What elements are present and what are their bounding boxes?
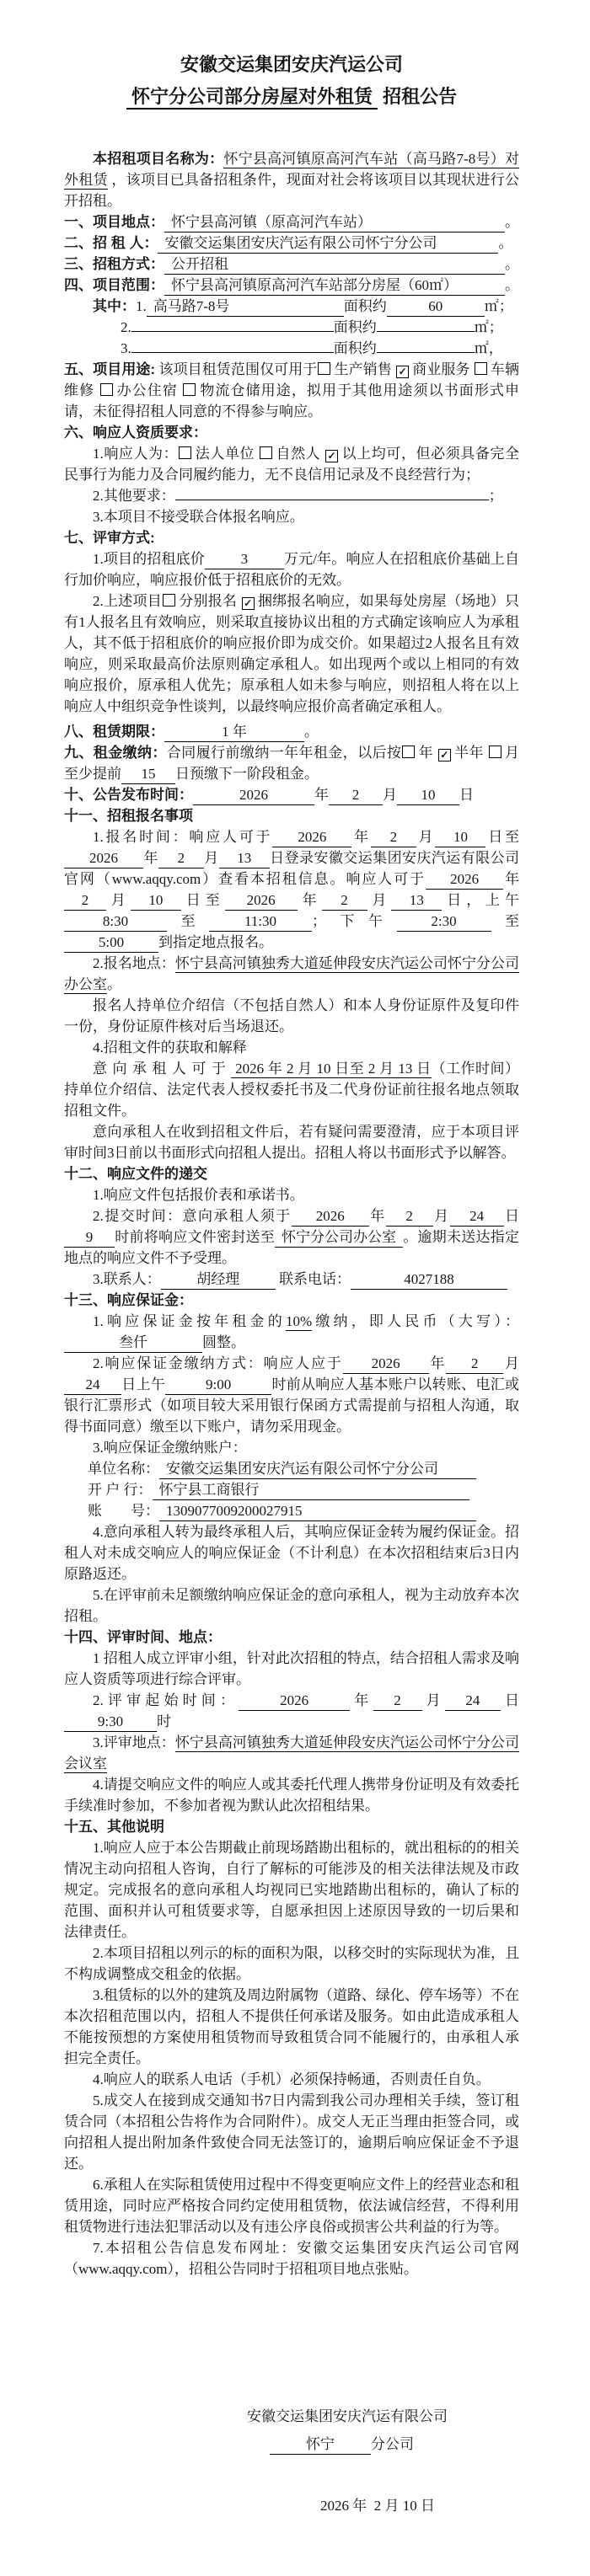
text-run: 四、项目范围： xyxy=(64,277,164,293)
section-13-item-1 xyxy=(64,1311,519,1353)
text-run: 月 xyxy=(383,787,397,803)
fill-blank: 怀宁 xyxy=(270,2434,371,2455)
section-11-item-1 xyxy=(64,826,519,953)
text-run: 2.上述项目 xyxy=(93,593,162,609)
text-run: 二、招 租 人： xyxy=(64,235,158,251)
text-run: 意向承租人在收到招租文件后，若有疑问需要澄清，应于本项目评审时间3日前以书面形式向招租人提出。招租人将以书面形式予以解答。 xyxy=(64,1124,519,1161)
text-run: 安徽交运集团安庆汽运有限公司 xyxy=(247,2408,448,2424)
fill-blank: 10 xyxy=(397,785,459,805)
text-run: 至 xyxy=(167,913,209,929)
fill-blank: 10 xyxy=(131,890,181,911)
section-14-item-1 xyxy=(64,1648,519,1690)
text-run: 2. xyxy=(121,319,131,335)
section-7-heading xyxy=(64,527,519,548)
checkbox-unchecked-icon xyxy=(475,362,487,375)
text-run: 月 xyxy=(432,1208,450,1224)
text-run: 月 xyxy=(203,850,219,866)
section-14-heading xyxy=(64,1627,519,1648)
text-run: 年 xyxy=(428,1355,447,1371)
text-run: 捆绑报名响应，如果每处房屋（场地）只有1人报名且有效响应，则采取直接协议出租的方式确定该响应人为承租人，其不低于招租底价的响应报价即为成交价。如果超过2人报名且有效响应，则采取最高价法原则确定承租人。如出现两个或以上相同的有效响应报价，原承租人优先；原承租人如未参与响应，则招租人将在以上响应人中组织竞争性谈判，以最终响应报价高者确定承租人。 xyxy=(64,593,520,714)
doc-title-line-2 xyxy=(64,81,519,113)
text-run: 报名人持单位介绍信（不包括自然人）和本人身份证原件及复印件一份，身份证原件核对后当场退还。 xyxy=(64,997,519,1034)
text-run: 5.在评审前未足额缴纳响应保证金的意向承租人，视为主动放弃本次招租。 xyxy=(64,1587,519,1624)
fill-blank: 2026 xyxy=(272,827,351,847)
text-run: 1. xyxy=(136,298,147,314)
section-6-item-1 xyxy=(64,443,519,485)
text-run: 分别报名 xyxy=(178,593,241,609)
fill-blank: 2 xyxy=(446,1354,503,1374)
section-12-item-1 xyxy=(64,1184,519,1205)
underlined-text: 怀宁县高河镇原高河汽车站（高马路7-8号）对外租赁 xyxy=(64,151,519,188)
text-run: 时 xyxy=(157,1713,171,1729)
text-run: 面积约 xyxy=(333,319,377,335)
intro-paragraph xyxy=(64,148,519,211)
text-run: 。逾期未送达指定地点的响应文件不予受理。 xyxy=(64,1229,519,1266)
fill-blank: 2026 xyxy=(193,785,314,805)
section-11-clarify xyxy=(64,1121,519,1163)
text-run: 。 xyxy=(505,214,519,230)
section-11-item-4-detail xyxy=(64,1058,519,1121)
fill-blank: 安徽交运集团安庆汽运有限公司怀宁分公司 xyxy=(158,233,498,254)
checkbox-checked-icon: ✓ xyxy=(438,749,451,762)
text-run: 日上午 xyxy=(121,1376,166,1392)
fill-blank: 9:30 xyxy=(64,1712,157,1732)
text-run: 2026 年 2 月 10 日 xyxy=(320,2498,435,2514)
section-5-usage xyxy=(64,359,519,422)
scope-item-3 xyxy=(121,338,519,359)
text-run: 生产销售 xyxy=(334,361,396,377)
checkbox-unchecked-icon xyxy=(260,446,272,459)
section-13-item-3 xyxy=(64,1437,519,1458)
checkbox-unchecked-icon xyxy=(163,594,175,607)
text-run: 年 xyxy=(351,829,371,845)
text-run: 3. xyxy=(121,340,131,356)
text-run: 缴纳，即人民币（大写）： xyxy=(312,1313,520,1329)
text-run: 月 xyxy=(106,892,131,908)
text-run: 2.提交时间：意向承租人须于 xyxy=(93,1208,292,1224)
section-3-method xyxy=(64,254,519,275)
text-run: 1.响应人为： xyxy=(93,446,179,462)
text-run: 年 xyxy=(314,787,329,803)
fill-blank: 2 xyxy=(64,890,106,911)
text-run: ，该项目已具备招租条件，现面对社会将该项目以其现状进行公开招租。 xyxy=(64,172,520,209)
underlined-text: 怀宁县高河镇独秀大道延伸段安庆汽运公司怀宁分公司办公室 xyxy=(64,955,520,992)
text-run: 六、响应人资质要求： xyxy=(64,425,207,441)
text-run: 月 xyxy=(367,892,392,908)
account-number xyxy=(88,1500,519,1521)
fill-blank: 15 xyxy=(121,764,175,784)
fill-blank: 5:00 xyxy=(64,933,158,953)
underlined-text: 怀宁县高河镇独秀大道延伸段安庆汽运公司怀宁分公司会议室 xyxy=(64,1734,520,1772)
section-7-item-1 xyxy=(64,548,519,591)
fill-blank: 公开招租 xyxy=(164,254,505,275)
underlined-text: 2026 年 2 月 10 日至 2 月 13 日 xyxy=(231,1061,432,1077)
text-run: 分公司 xyxy=(371,2436,414,2452)
text-run: 九、租金缴纳： xyxy=(64,745,167,761)
text-run: 2.本项目招租以列示的标的面积为限，以移交时的实际现状为准，且不构成调整成交租金的依据。 xyxy=(64,1945,519,1982)
text-run: 十二、响应文件的递交 xyxy=(64,1166,207,1182)
text-run: 7.本招租公告信息发布网址：安徽交运集团安庆汽运公司官网（www.aqqy.com），招租公告同时于招租项目地点张贴。 xyxy=(64,2240,519,2277)
text-run: ； xyxy=(488,488,503,504)
text-run: 年 xyxy=(418,745,437,761)
underlined-text: 10% xyxy=(285,1313,313,1329)
section-11-item-2 xyxy=(64,953,519,995)
section-13-item-5 xyxy=(64,1585,519,1627)
section-2-lessor xyxy=(64,232,519,254)
text-run: 日 xyxy=(500,1692,520,1708)
fill-blank: 1 年 xyxy=(164,722,304,742)
text-run: 2.其他要求： xyxy=(93,488,175,504)
fill-blank: 2:30 xyxy=(397,911,491,932)
text-run: 4.请提交响应文件的响应人或其委托代理人携带身份证明及有效委托手续准时参加，不参加者视为默认此次招租结果。 xyxy=(64,1777,519,1814)
fill-blank: 9 xyxy=(64,1227,115,1248)
fill-blank: 怀宁县工商银行 xyxy=(153,1480,469,1500)
text-run: 4.招租文件的获取和解释 xyxy=(93,1039,247,1056)
text-run: 五、项目用途: xyxy=(64,361,156,377)
text-run: 圆整。 xyxy=(202,1334,245,1350)
text-run: 日 xyxy=(459,787,474,803)
fill-blank: 1309077009200027915 xyxy=(159,1501,476,1521)
section-15-item-6 xyxy=(64,2174,519,2237)
section-12-heading xyxy=(64,1163,519,1184)
fill-blank: 24 xyxy=(64,1375,121,1395)
account-unit-name xyxy=(88,1458,519,1479)
text-run: 办公住宿 xyxy=(115,382,183,398)
text-run: 八、租赁期限： xyxy=(64,724,164,740)
text-run: 时前将响应文件密封送至 xyxy=(115,1229,275,1245)
fill-blank: 4027188 xyxy=(351,1269,507,1290)
text-run: 月 xyxy=(416,829,436,845)
fill-blank: 24 xyxy=(445,1691,501,1711)
section-15-item-2 xyxy=(64,1943,519,1985)
text-run: 一、项目地点： xyxy=(64,214,164,230)
text-run: 面积约 xyxy=(343,298,387,314)
text-run: 日 xyxy=(503,1208,520,1224)
doc-title-line-1 xyxy=(64,49,519,81)
text-run: 时前从响应人基本账户以转账、电汇或银行汇票形式（如项目较大采用银行保函方式需提前与招租人沟通，取得书面同意）缴至以下账户，请勿采用现金。 xyxy=(64,1376,520,1435)
text-run: 日预缴下一阶段租金。 xyxy=(175,766,319,782)
section-6-item-2 xyxy=(64,485,519,506)
text-run: 。 xyxy=(498,235,513,251)
text-run: ㎡， xyxy=(474,340,503,356)
text-run: 十四、评审时间、地点： xyxy=(64,1629,222,1645)
text-run: 1.项目的招租底价 xyxy=(93,551,205,567)
text-run: 十三、响应保证金： xyxy=(64,1292,193,1308)
text-run: 账 号： xyxy=(88,1503,159,1519)
spacer-before-date xyxy=(64,2455,519,2495)
text-run: 月至少提前 xyxy=(64,745,520,782)
text-run: 安徽交运集团安庆汽运公司 xyxy=(180,54,403,75)
section-15-item-5 xyxy=(64,2090,519,2174)
text-run: 1.响应人应于本公告期截止前现场踏勘出租标的，就出租标的的相关情况主动向招租人咨询，自行了解标的可能涉及的相关法律法规及市政规定。完成报名的意向承租人均视同已实地踏勘出租标的，确认了标的范围、面积并认可租赁要求等，自愿承担因上述原因导致的一切后果和法律责任。 xyxy=(64,1840,519,1940)
text-run: 2.响应保证金缴纳方式：响应人应于 xyxy=(93,1355,343,1371)
text-run: 面积约 xyxy=(333,340,377,356)
text-run: 物流仓储用途，拟用于其他用途须以书面形式申请，未征得招租人同意的不得参与响应。 xyxy=(64,382,519,420)
text-run: 年 xyxy=(297,892,322,908)
section-7-item-2 xyxy=(64,591,519,717)
text-run: 半年 xyxy=(453,745,488,761)
fill-blank: 2 xyxy=(322,890,367,911)
fill-blank: 13 xyxy=(391,890,442,911)
text-run: 3.租赁标的以外的建筑及周边附属物（道路、绿化、停车场等）不在本次招租范围以内，招租人不提供任何承诺及服务。如由此造成承租人不能按预想的方案使用租赁物而导致租赁合同不能履行的，由承租人承担完全责任。 xyxy=(64,1987,519,2066)
fill-blank: 安徽交运集团安庆汽运有限公司怀宁分公司 xyxy=(159,1459,476,1479)
text-run: 开 户 行： xyxy=(88,1482,153,1498)
fill-blank: 怀宁县高河镇（原高河汽车站） xyxy=(164,212,505,232)
fill-blank: 2026 xyxy=(343,1354,429,1374)
signature-branch xyxy=(64,2434,414,2455)
checkbox-unchecked-icon xyxy=(402,746,415,758)
section-6-heading xyxy=(64,422,519,443)
checkbox-unchecked-icon xyxy=(318,362,330,375)
text-run: 十一、招租报名事项 xyxy=(64,808,193,824)
fill-blank: 2 xyxy=(329,785,383,805)
signature-company xyxy=(64,2406,448,2427)
text-run: （工作时间）持单位介绍信、法定代表人授权委托书及二代身份证前往报名地点领取招租文件。 xyxy=(64,1061,520,1119)
fill-blank: 9:00 xyxy=(165,1375,271,1395)
section-12-item-3 xyxy=(64,1269,519,1290)
fill-blank: 10 xyxy=(435,827,485,847)
section-11-heading xyxy=(64,805,519,826)
text-run: ㎡； xyxy=(474,319,503,335)
text-run: 3.本项目不接受联合体报名响应。 xyxy=(93,509,304,525)
text-run: 年 xyxy=(143,850,158,866)
spacer-before-signature xyxy=(64,2279,519,2406)
text-run: 本招租项目名称为： xyxy=(93,151,224,167)
text-run: 2.报名地点： xyxy=(93,955,175,971)
fill-blank: 2026 xyxy=(225,890,298,911)
fill-blank: 胡经理 xyxy=(161,1269,276,1290)
underlined-text: 怀宁分公司部分房屋对外租赁 xyxy=(126,86,378,110)
checkbox-unchecked-icon xyxy=(489,746,502,758)
section-6-item-3 xyxy=(64,506,519,527)
checkbox-checked-icon: ✓ xyxy=(325,450,338,462)
text-run: ㎡； xyxy=(484,298,513,314)
section-14-item-3 xyxy=(64,1732,519,1774)
text-run: 十五、其他说明 xyxy=(64,1819,164,1835)
text-run: 该项目租赁范围仅可用于 xyxy=(155,361,318,377)
checkbox-unchecked-icon xyxy=(179,446,191,459)
text-run: 商业服务 xyxy=(412,361,474,377)
section-15-item-4 xyxy=(64,2069,519,2090)
section-1-location xyxy=(64,211,519,232)
text-run: 5.成交人在接到成交通知书7日内需到我公司办理相关手续，签订租赁合同（本招租公告将作为合同附件）。成交人无正当理由拒签合同，或向招租人提出附加条件致使合同无法签订的，逾期后响应保证金不予退还。 xyxy=(64,2092,519,2172)
checkbox-checked-icon: ✓ xyxy=(242,597,255,610)
text-run: 年 xyxy=(503,871,520,887)
section-13-item-4 xyxy=(64,1521,519,1585)
text-run: 合同履行前缴纳一年年租金，以后按 xyxy=(166,745,402,761)
text-run: 到指定地点报名。 xyxy=(158,934,273,950)
text-run: 。 xyxy=(505,256,519,272)
fill-blank: 13 xyxy=(219,848,270,868)
fill-blank xyxy=(131,352,334,353)
checkbox-checked-icon: ✓ xyxy=(396,366,409,378)
section-15-item-1 xyxy=(64,1837,519,1943)
text-run: 。 xyxy=(107,976,121,992)
text-run: 自然人 xyxy=(275,446,325,462)
account-bank xyxy=(88,1479,519,1500)
section-13-item-2 xyxy=(64,1353,519,1437)
text-run: 2.评审起始时间： xyxy=(93,1692,239,1708)
fill-blank xyxy=(131,331,334,332)
section-8-term xyxy=(64,721,519,742)
section-10-publish-date xyxy=(64,784,519,805)
text-run: 万元/年。响应人在招租底价基础上自行加价响应，响应报价低于招租底价的无效。 xyxy=(64,551,519,588)
text-run: 3.联系人： xyxy=(93,1271,161,1287)
signature-date xyxy=(64,2495,435,2516)
fill-blank: 8:30 xyxy=(64,911,167,932)
text-run: 。 xyxy=(304,724,319,740)
fill-blank: 2026 xyxy=(426,869,503,890)
text-run: 4.响应人的联系人电话（手机）必须保持畅通，否则责任自负。 xyxy=(93,2071,491,2087)
text-run: 十、公告发布时间： xyxy=(64,787,193,803)
text-run: 月 xyxy=(503,1355,520,1371)
fill-blank: 2 xyxy=(373,1691,422,1711)
text-run: 联系电话： xyxy=(275,1271,351,1287)
fill-blank: 11:30 xyxy=(209,911,312,932)
section-9-payment xyxy=(64,742,519,784)
fill-blank: 怀宁县高河镇原高河汽车站部分房屋（60㎡） xyxy=(164,275,505,296)
section-13-heading xyxy=(64,1290,519,1311)
text-run: 3.评审地点： xyxy=(93,1734,175,1750)
fill-blank: 2 xyxy=(158,848,204,868)
text-run: 三、招租方式： xyxy=(64,256,164,272)
fill-blank: 2 xyxy=(371,827,416,847)
text-run: 1.响应文件包括报价表和承诺书。 xyxy=(93,1187,304,1203)
text-run: 日，上午 xyxy=(442,892,520,908)
section-14-item-4 xyxy=(64,1774,519,1816)
text-run: 日登录安徽交运集团安庆汽运有限公司官网（www.aqqy.com）查看本招租信息。响应人可于 xyxy=(64,850,520,887)
text-run: 1 招租人成立评审小组，针对此次招租的特点，结合招租人需求及响应人资质等项进行综合评审。 xyxy=(64,1650,519,1687)
fill-blank xyxy=(377,352,475,353)
section-11-note xyxy=(64,995,519,1037)
fill-blank: 2 xyxy=(386,1206,433,1227)
text-run: 日至 xyxy=(180,892,225,908)
section-12-item-2 xyxy=(64,1205,519,1269)
text-run: 意向承租人可于 xyxy=(93,1061,232,1077)
text-run: 年 xyxy=(368,1208,386,1224)
text-run: 车辆维修 xyxy=(64,361,520,398)
fill-blank: 2026 xyxy=(292,1206,369,1227)
text-run: 1.响应保证金按年租金的 xyxy=(93,1313,286,1329)
text-run: 日至 xyxy=(485,829,520,845)
text-run: 3.响应保证金缴纳账户： xyxy=(93,1440,247,1456)
fill-blank: 叁仟 xyxy=(64,1333,202,1353)
checkbox-unchecked-icon xyxy=(183,383,196,396)
section-15-item-7 xyxy=(64,2237,519,2279)
fill-blank: 3 xyxy=(205,549,284,569)
text-run: 其中： xyxy=(93,298,136,314)
fill-blank xyxy=(377,331,475,332)
checkbox-unchecked-icon xyxy=(100,383,113,396)
text-run: 招租公告 xyxy=(378,86,458,107)
fill-blank: 2026 xyxy=(64,848,143,868)
scope-item-2 xyxy=(121,317,519,338)
scope-item-1 xyxy=(64,296,519,317)
section-14-item-2 xyxy=(64,1690,519,1732)
text-run: 年 xyxy=(350,1692,373,1708)
fill-blank: 高马路7-8号 xyxy=(147,297,344,317)
fill-blank: 怀宁分公司办公室 xyxy=(275,1227,403,1248)
section-15-item-3 xyxy=(64,1985,519,2069)
fill-blank: 60 xyxy=(387,297,485,317)
text-run: 月 xyxy=(421,1692,445,1708)
text-run: 单位名称： xyxy=(88,1461,159,1477)
text-run: 6.承租人在实际租赁使用过程中不得变更响应文件上的经营业态和租赁用途，同时应严格按合同约定使用租赁物，依法诚信经营，不得利用租赁物进行违法犯罪活动以及有违公序良俗或损害公共利益的行为等。 xyxy=(64,2177,519,2235)
text-run: ；下午 xyxy=(312,913,397,929)
text-run: 4.意向承租人转为最终承租人后，其响应保证金转为履约保证金。招租人对未成交响应人的响应保证金（不计利息）在本次招租结束后3日内原路返还。 xyxy=(64,1524,519,1582)
text-run: 七、评审方式: xyxy=(64,530,155,546)
text-run: 1.报名时间：响应人可于 xyxy=(93,829,273,845)
text-run: 法人单位 xyxy=(195,446,259,462)
text-run: 以上均可，但必须具备完全民事行为能力及合同履约能力，无不良信用记录及不良经营行为； xyxy=(64,446,520,483)
text-run: 至 xyxy=(491,913,519,929)
text-run: 。 xyxy=(505,277,519,293)
fill-blank: 24 xyxy=(450,1206,504,1227)
section-15-heading xyxy=(64,1816,519,1837)
fill-blank: 2026 xyxy=(239,1691,350,1711)
section-11-item-4 xyxy=(64,1037,519,1058)
section-4-scope xyxy=(64,275,519,296)
